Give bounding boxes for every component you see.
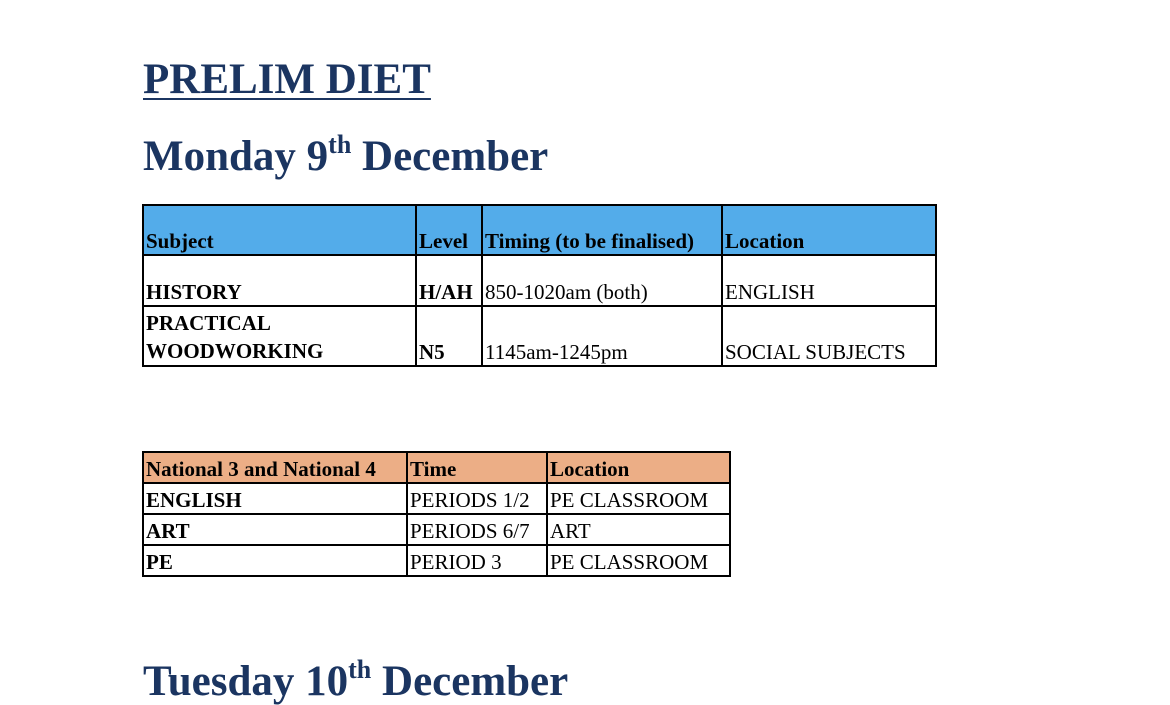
table-row [143,483,730,514]
month-label: December [362,133,549,180]
header-location: Location [722,205,936,255]
table-header-row [143,452,730,483]
header-time: Time [407,452,547,483]
level-cell: H/AH [416,255,482,306]
table-row [143,306,936,366]
timing-cell: 1145am-1245pm [482,306,722,366]
location-cell: SOCIAL SUBJECTS [722,306,936,366]
subject-cell: ART [143,514,407,545]
location-cell: PE CLASSROOM [547,545,730,576]
header-timing: Timing (to be finalised) [482,205,722,255]
table-header-row [143,205,936,255]
subject-cell: HISTORY [143,255,416,306]
day-heading-monday [143,130,549,180]
location-cell: ART [547,514,730,545]
location-cell: ENGLISH [722,255,936,306]
header-location: Location [547,452,730,483]
day-heading-tuesday [143,655,569,705]
header-level: Level [416,205,482,255]
table-row [143,545,730,576]
day-label: Tuesday 10 [143,658,349,705]
subject-cell: ENGLISH [143,483,407,514]
level-cell: N5 [416,306,482,366]
subject-cell: PE [143,545,407,576]
page-title: PRELIM DIET [143,56,431,103]
month-label: December [382,658,569,705]
table-row [143,514,730,545]
day-suffix: th [348,655,372,684]
senior-exam-table [142,204,937,367]
location-cell: PE CLASSROOM [547,483,730,514]
time-cell: PERIODS 6/7 [407,514,547,545]
table-row [143,255,936,306]
day-suffix: th [328,130,352,159]
time-cell: PERIOD 3 [407,545,547,576]
time-cell: PERIODS 1/2 [407,483,547,514]
header-subject: Subject [143,205,416,255]
national-3-4-table [142,451,731,577]
day-label: Monday 9 [143,133,329,180]
subject-cell: PRACTICAL WOODWORKING [143,306,416,366]
timing-cell: 850-1020am (both) [482,255,722,306]
header-level-group: National 3 and National 4 [143,452,407,483]
